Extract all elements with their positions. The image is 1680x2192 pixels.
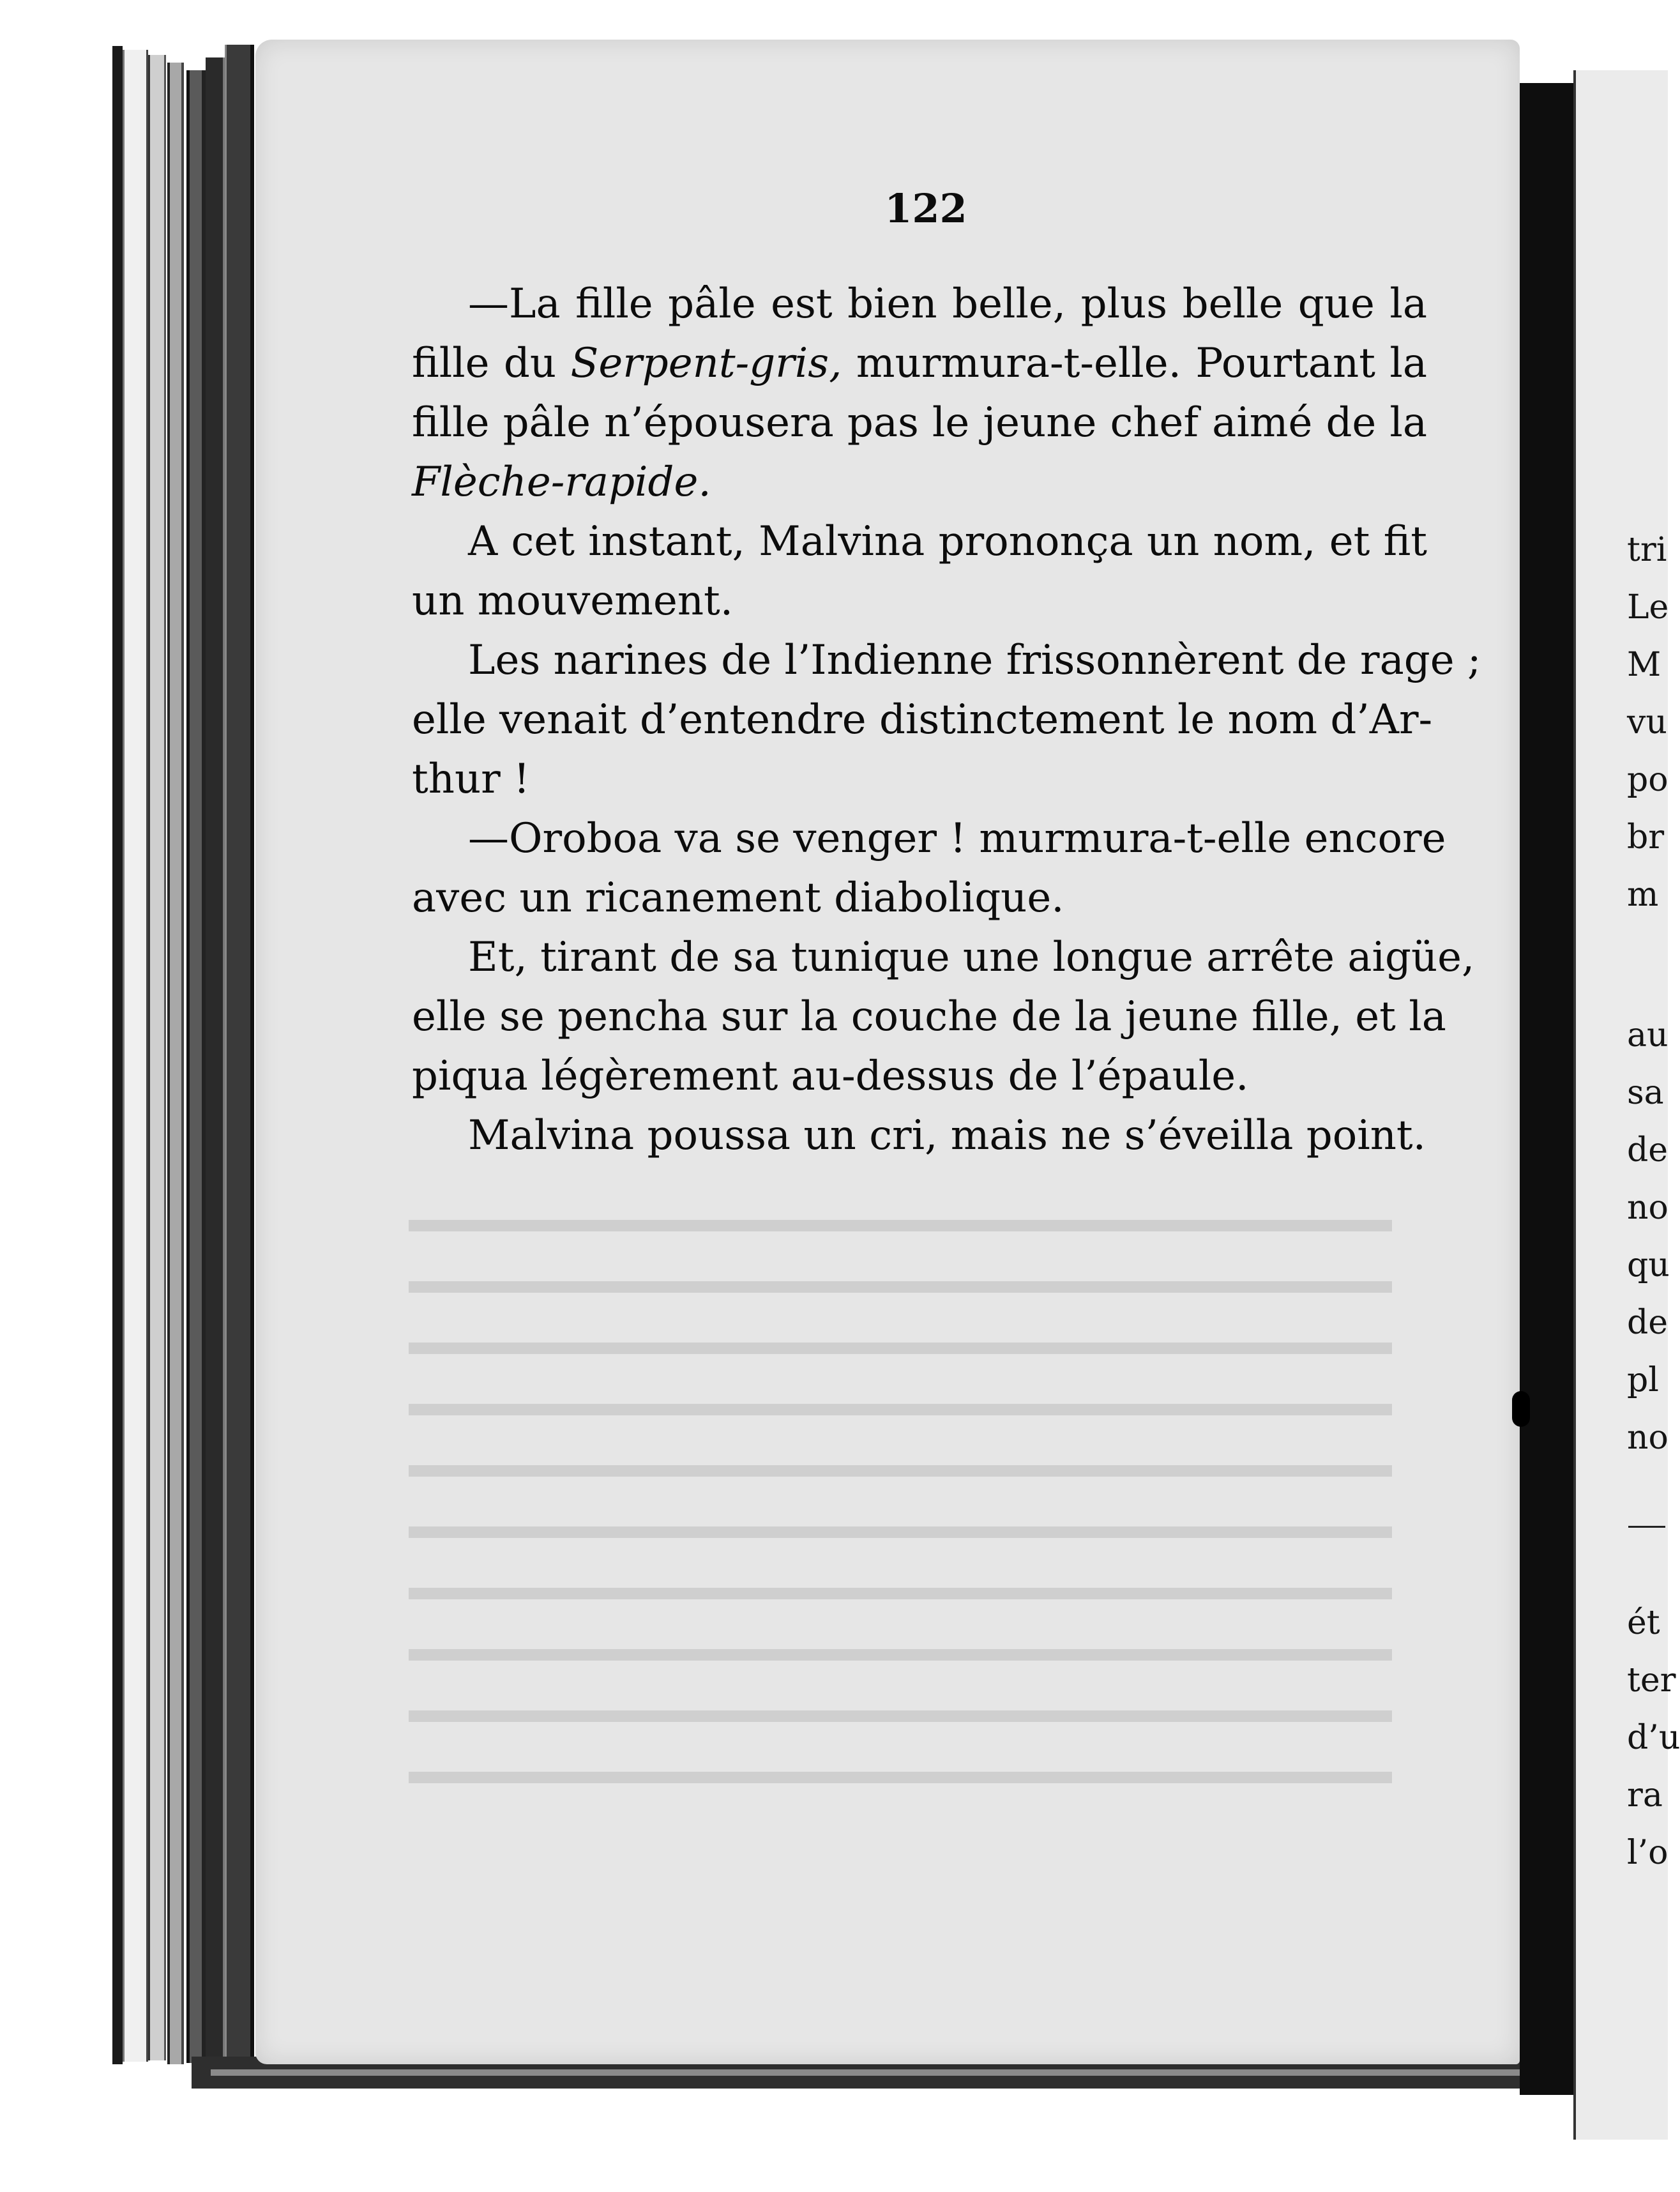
facing-page-line: d’u — [1627, 1719, 1680, 1757]
italic-text: Flèche-rapide. — [412, 459, 711, 506]
text-run: thur ! — [412, 756, 530, 803]
book-gutter — [1520, 83, 1573, 2095]
facing-page-line: no — [1627, 1419, 1669, 1457]
facing-page-line: tri — [1627, 531, 1667, 569]
page-stack-edge — [206, 57, 225, 2069]
text-run: avec un ricanement diabolique. — [412, 874, 1064, 922]
text-run: fille pâle n’épousera pas le jeune chef aimé de la — [412, 399, 1427, 446]
facing-page-line: l’o — [1627, 1834, 1669, 1872]
text-run: —Oroboa va se venger ! murmura-t-elle encore — [468, 815, 1446, 862]
facing-page-line: pl — [1627, 1361, 1659, 1399]
facing-page-line: qu — [1627, 1246, 1670, 1284]
text-line — [412, 334, 1427, 393]
page-stack-edge — [225, 45, 254, 2069]
facing-page-line: de — [1627, 1131, 1669, 1169]
facing-page-line: sa — [1627, 1074, 1664, 1112]
text-line — [412, 275, 1427, 334]
facing-page-line: vu — [1627, 703, 1667, 742]
text-run: Les narines de l’Indienne frissonnèrent de rage ; — [468, 637, 1481, 684]
text-line — [412, 393, 1427, 453]
text-line — [412, 631, 1481, 690]
text-run: elle venait d’entendre distinctement le nom d’Ar- — [412, 696, 1433, 743]
text-line — [412, 512, 1427, 572]
text-line — [412, 690, 1433, 750]
text-run: A cet instant, Malvina prononça un nom, et fit — [468, 518, 1427, 565]
italic-text: Serpent-gris, — [570, 340, 842, 387]
book-bottom-edge — [211, 2069, 1526, 2076]
text-line — [412, 1106, 1427, 1166]
facing-page-line: po — [1627, 761, 1669, 799]
facing-page-line: m — [1627, 876, 1659, 914]
text-line — [412, 809, 1446, 869]
text-line — [412, 453, 1427, 512]
text-line — [412, 1047, 1427, 1106]
text-run: murmura-t-elle. Pourtant la — [842, 340, 1428, 387]
text-line — [412, 869, 1427, 928]
text-run: piqua légèrement au-dessus de l’épaule. — [412, 1053, 1249, 1100]
text-line — [412, 987, 1446, 1047]
text-run: elle se pencha sur la couche de la jeune fille, et la — [412, 993, 1446, 1040]
text-run: un mouvement. — [412, 577, 734, 625]
facing-page-line: Le — [1627, 588, 1669, 627]
facing-page-line: M — [1627, 646, 1661, 684]
facing-page-line: ter — [1627, 1661, 1676, 1700]
page-number: 122 — [884, 185, 967, 232]
text-run: Malvina poussa un cri, mais ne s’éveilla point. — [468, 1112, 1426, 1159]
page-stack-edge — [186, 70, 206, 2063]
text-run: —La fille pâle est bien belle, plus belle que la — [468, 280, 1427, 328]
text-run: fille du — [412, 340, 571, 387]
page-stack-edge — [167, 63, 184, 2064]
text-line — [412, 750, 1427, 809]
text-line — [412, 928, 1475, 987]
show-through-text — [409, 1194, 1392, 1833]
gutter-mark — [1512, 1391, 1530, 1427]
facing-page-line: au — [1627, 1016, 1669, 1054]
text-line — [412, 572, 1427, 631]
facing-page-line: ét — [1627, 1604, 1660, 1642]
book-edge — [112, 46, 123, 2064]
page-stack-edge — [123, 50, 148, 2062]
facing-page-line: br — [1627, 818, 1665, 856]
facing-page-rule — [1628, 1526, 1665, 1528]
text-run: Et, tirant de sa tunique une longue arrête aigüe, — [468, 934, 1475, 981]
facing-page-line: no — [1627, 1189, 1669, 1227]
facing-page-line: de — [1627, 1304, 1669, 1342]
facing-page-line: ra — [1627, 1776, 1663, 1815]
body-text — [412, 275, 1481, 1166]
page-stack-edge — [148, 55, 166, 2060]
